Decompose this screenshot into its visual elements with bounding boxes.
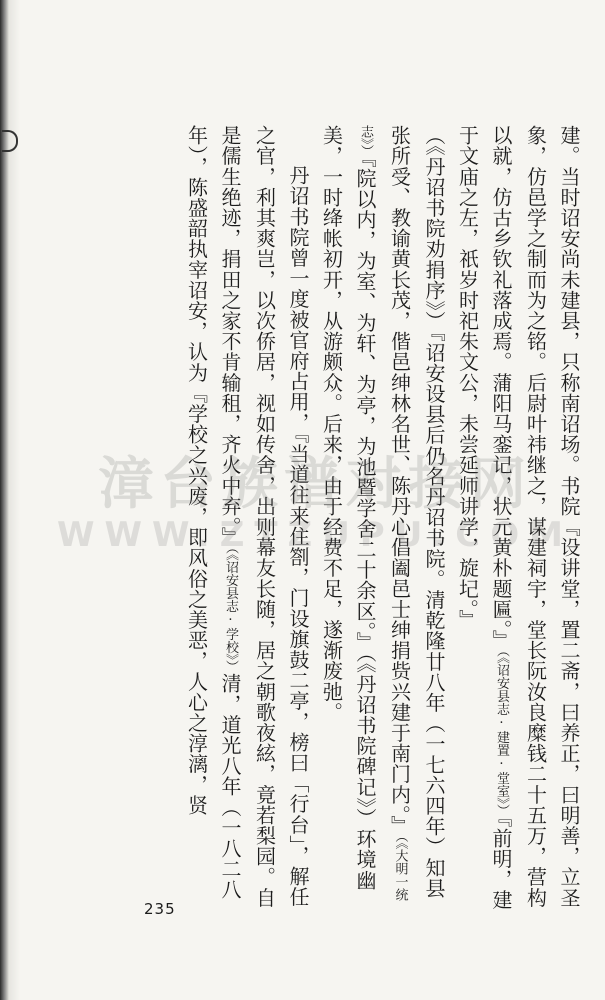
paragraph-1-tail: 『前明，建于文庙之左，祇岁时祀朱文公，未尝延师讲学，旋圮。』 xyxy=(455,125,513,911)
paragraph-1-text: 建。当时诏安尚未建县，只称南诏场。书院『设讲堂，置二斋，曰养正，曰明善，立圣象，仿邑学之制而为之铭。后尉叶祎继之，谋建祠宇，堂长阮汝良糜钱二十五万，营构以就，仿古乡钦礼落成焉。蒲阳马銮记，状元黄朴题匾。』 xyxy=(489,125,581,908)
watermark-url: WWW.ZTZUPU.COM xyxy=(57,515,573,555)
watermark-text: 漳台族谱对接网 xyxy=(98,452,532,517)
paragraph-3-citation: （《诏安县志·学校》） xyxy=(223,547,238,674)
paragraph-3-tail: 清，道光八年（一八二八年），陈盛韶执宰诏安，认为『学校之兴废，即风俗之美恶，人心之淳漓，贤 xyxy=(184,125,242,900)
paragraph-2-text: （《丹诏书院劝捐序》）『诏安设县后仍名丹诏书院。清乾隆廿八年（一七六四年）知县张所受、教谕黄长茂，偕邑绅林名世、陈丹心倡阖邑士绅捐赀兴建于南门内。』 xyxy=(387,125,446,899)
paragraph-1-citation: （《诏安县志·建置·堂室》） xyxy=(494,650,509,818)
paragraph-2-tail: 『院以内，为室、为轩、为亭，为池暨学舍二十余区。』（《丹诏书院碑记》）环境幽美，一时绛帐初开，从游颇众。后来，由于经费不足，遂渐废弛。 xyxy=(319,125,377,891)
paragraph-3-text: 丹诏书院曾一度被官府占用，『当道往来住劄，门设旗鼓二亭，榜曰「行台」，解任之官，利其爽岂，以次侨居，视如传舍，出则幕友长随，居之朝歌夜絃，竟若梨园。自是儒生绝迹，捐田之家不肯输租，齐火中弃。』 xyxy=(218,125,310,908)
paragraph-2-citation: （《大明一统志》） xyxy=(358,125,408,901)
page-number: 235 xyxy=(144,900,176,918)
